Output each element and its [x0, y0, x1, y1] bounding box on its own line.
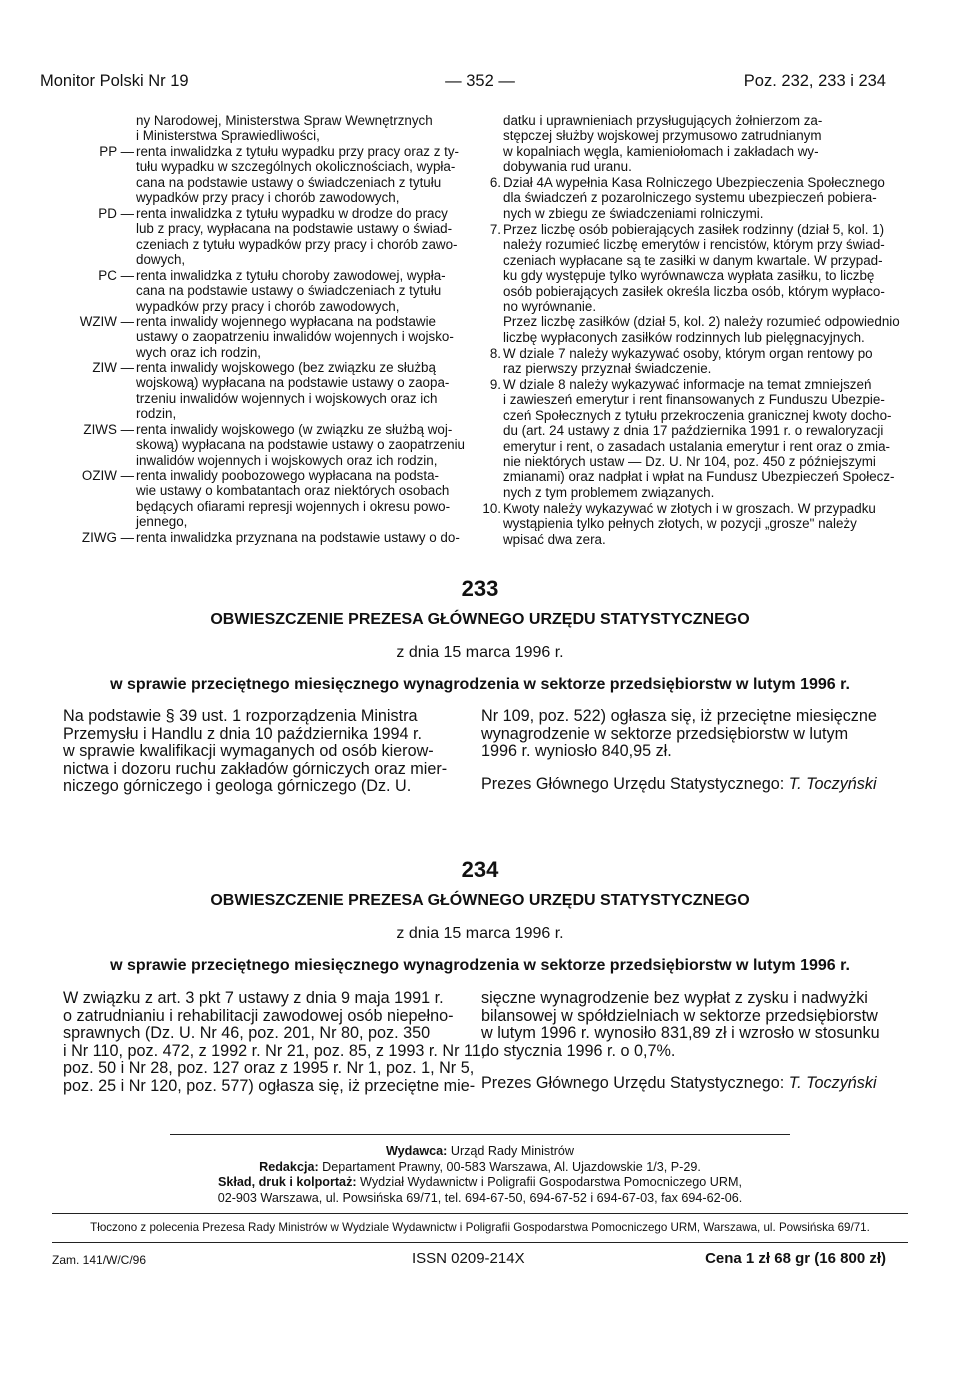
instruction-item: [481, 501, 913, 548]
item-line: osób pobierających zasiłek określa liczba osób, którym wypłaco-: [503, 283, 885, 299]
item-line: nych w zbiegu ze świadczeniami rolniczymi.: [503, 205, 764, 221]
signature-prefix: Prezes Głównego Urzędu Statystycznego:: [481, 1074, 789, 1092]
text-line: nictwa i dozoru ruchu zakładów górniczych oraz mier-: [63, 759, 448, 778]
order-number: Zam. 141/W/C/96: [52, 1253, 147, 1267]
section-title-234: OBWIESZCZENIE PREZESA GŁÓWNEGO URZĘDU STATYSTYCZNEGO: [210, 892, 750, 909]
item-line: liczbę wypłaconych zasiłków rodzinnych lub pielęgnacyjnych.: [503, 329, 865, 345]
definition-code: ZIWS —: [83, 422, 134, 437]
item-line: nych z tym problemem związanych.: [503, 484, 715, 500]
definition-line: dowych,: [136, 252, 186, 268]
instruction-item: [481, 346, 913, 377]
definition-line: wypadków przy pracy i chorób zawodowych,: [136, 298, 400, 314]
definition-line: trzeniu inwalidów wojennych i wojskowych oraz ich: [136, 390, 438, 406]
text-line: sięczne wynagrodzenie bez wypłat z zysku i nadwyżki: [481, 989, 868, 1007]
text-line: o zatrudnianiu i rehabilitacji zawodowej osób niepełno-: [63, 1006, 454, 1025]
definition-line: renta inwalidzka przyznana na podstawie ustawy o do-: [136, 530, 460, 545]
definition-line: wypadków przy pracy i chorób zawodowych,: [136, 190, 400, 206]
instructions-list: [481, 175, 913, 548]
definition-line: cana na podstawie ustawy o świadczeniach z tytułu: [136, 283, 442, 299]
instruction-item: [481, 222, 913, 346]
print-label: Skład, druk i kolportaż:: [218, 1175, 357, 1190]
text-line: do stycznia 1996 r. o 0,7%.: [481, 1041, 676, 1060]
instruction-item: [481, 377, 913, 501]
definition-line: rodzin,: [136, 406, 177, 422]
item-line: W dziale 7 należy wykazywać osoby, którym organ rentowy po: [503, 346, 873, 361]
price: Cena 1 zł 68 gr (16 800 zł): [705, 1250, 886, 1267]
item-number: 7.: [489, 222, 501, 237]
item-line: Kwoty należy wykazywać w złotych i w groszach. W przypadku: [503, 501, 876, 516]
item-line: wystąpienia tylko pełnych złotych, w pozycji „grosze" należy: [503, 516, 857, 532]
item-line: i zawieszeń emerytur i rent finansowanych z Funduszu Ubezpie-: [503, 392, 885, 408]
item-line: raz pierwszy przyznał świadczenie.: [503, 361, 712, 377]
footer-divider: [170, 1134, 790, 1135]
signature-name: T. Toczyński: [788, 1074, 877, 1092]
item-line: czeń Społecznych z tytułu przekroczenia granicznej kwoty docho-: [503, 407, 892, 423]
text-line: bilansowej w spółdzielniach w sektorze przedsiębiorstw: [481, 1006, 878, 1025]
definition-code: PD —: [98, 206, 134, 221]
text-line: Nr 109, poz. 522) ogłasza się, iż przeciętne miesięczne: [481, 707, 877, 725]
definition-item: [52, 268, 464, 314]
lead-line: stępczej służby wojskowej przymusowo zatrudnianym: [503, 128, 822, 144]
editorial-value: Departament Prawny, 00-583 Warszawa, Al. Ujazdowskie 1/3, P-29.: [318, 1159, 701, 1174]
item-line: wpisać dwa zera.: [503, 531, 606, 547]
definition-item: [52, 206, 464, 268]
page-number: — 352 —: [445, 72, 515, 90]
item-number: 8.: [489, 346, 501, 361]
section-date-234: z dnia 15 marca 1996 r.: [396, 925, 564, 942]
section-number-233: 233: [461, 576, 499, 601]
item-line: zmianami) oraz nadpłat i wpłat na Fundusz Ubezpieczeń Społecz-: [503, 469, 895, 485]
definition-line: renta inwalidzka z tytułu wypadku przy pracy oraz z ty-: [136, 144, 459, 159]
instruction-item: [481, 175, 913, 222]
definition-line: będących ofiarami represji wojennych i okresu powo-: [136, 498, 451, 514]
signature-234: [481, 1075, 877, 1093]
signature-prefix: Prezes Głównego Urzędu Statystycznego:: [481, 775, 789, 793]
item-number: 6.: [489, 175, 501, 190]
section-subject-233: w sprawie przeciętnego miesięcznego wynagrodzenia w sektorze przedsiębiorstw w lutym 1996 r.: [110, 676, 850, 693]
footer-divider: [52, 1213, 908, 1214]
issn: ISSN 0209-214X: [412, 1250, 525, 1267]
section-233-right-text: [481, 708, 901, 761]
item-line: Przez liczbę osób pobierających zasiłek rodzinny (dział 5, kol. 1): [503, 222, 885, 237]
text-line: i Nr 110, poz. 472, z 1992 r. Nr 21, poz. 85, z 1993 r. Nr 11,: [63, 1041, 486, 1060]
item-number: 9.: [489, 377, 501, 392]
text-line: niczego górniczego i geologa górniczego (Dz. U.: [63, 777, 412, 796]
text-line: poz. 25 i Nr 120, poz. 577) ogłasza się, iż przeciętne mie-: [63, 1076, 476, 1095]
print-value: Wydział Wydawnictw i Poligrafii Gospodarstwa Pomocniczego URM,: [356, 1175, 742, 1190]
definition-line: inwalidów wojennych i wojskowych oraz ich rodzin,: [136, 452, 438, 468]
text-line: sprawnych (Dz. U. Nr 46, poz. 201, Nr 80, poz. 350: [63, 1024, 431, 1043]
running-header-right: Poz. 232, 233 i 234: [743, 72, 886, 90]
definition-line: jennego,: [136, 514, 188, 530]
definition-line: lub z pracy, wypłacana na podstawie ustawy o świad-: [136, 221, 453, 237]
item-line: czeniach wypłacane są te zasiłki w danym kwartale. W przypad-: [503, 252, 883, 268]
item-number: 10.: [482, 501, 501, 516]
footer-divider: [52, 1242, 908, 1243]
definition-line: wojskową) wypłacana na podstawie ustawy o zaopa-: [136, 375, 450, 391]
intro-text: [136, 113, 462, 144]
item-line: Dział 4A wypełnia Kasa Rolniczego Ubezpieczenia Społecznego: [503, 175, 885, 190]
item-line: emerytur i rent, o zasadach ustalania emerytur i rent oraz o zmia-: [503, 438, 891, 454]
printed-note: Tłoczono z polecenia Prezesa Rady Ministrów w Wydziale Wydawnictw i Poligrafii Gospodarstwa Pomocniczego URM, Warszawa, ul. Powsińska 69/71.: [90, 1221, 870, 1234]
definition-line: renta inwalidzka z tytułu choroby zawodowej, wypła-: [136, 268, 446, 283]
definition-line: renta inwalidy wojskowego (w związku ze służbą woj-: [136, 422, 453, 437]
definition-line: renta inwalidy wojennego wypłacana na podstawie: [136, 314, 436, 329]
definition-line: tułu wypadku w szczególnych okolicznościach, wypła-: [136, 159, 456, 175]
text-line: W związku z art. 3 pkt 7 ustawy z dnia 9 maja 1991 r.: [63, 989, 444, 1007]
definition-line: wie ustawy o kombatantach oraz niektórych osobach: [136, 483, 450, 499]
definition-item: [52, 360, 464, 422]
definitions-list: [52, 144, 464, 546]
signature-name: T. Toczyński: [788, 775, 877, 793]
editorial-label: Redakcja:: [259, 1159, 319, 1174]
text-line: wynagrodzenie w sektorze przedsiębiorstw w lutym: [481, 724, 849, 743]
item-line: dla świadczeń z pozarolniczego systemu ubezpieczeń pobiera-: [503, 190, 877, 206]
item-line: należy rozumieć liczbę emerytów i rencistów, którym przy świad-: [503, 237, 885, 253]
lead-line: datku i uprawnieniach przysługujących żołnierzom za-: [503, 113, 823, 128]
footer-imprint: [0, 1144, 960, 1206]
signature-233: [481, 776, 877, 794]
definition-item: [52, 314, 464, 360]
item-line: no wyrównanie.: [503, 299, 597, 315]
definition-line: renta inwalidy poobozowego wypłacana na podsta-: [136, 468, 439, 483]
definition-code: ZIW —: [92, 360, 134, 375]
item-line: ku gdy występuje tylko wyrównawcza wypłata zasiłku, to liczbę: [503, 268, 875, 284]
item-line: Przez liczbę zasiłków (dział 5, kol. 2) należy rozumieć odpowiednio: [503, 314, 900, 330]
intro-line: ny Narodowej, Ministerstwa Spraw Wewnętrznych: [136, 113, 433, 128]
text-line: Na podstawie § 39 ust. 1 rozporządzenia Ministra: [63, 707, 418, 725]
definition-line: ustawy o zaopatrzeniu inwalidów wojennych i wojsko-: [136, 329, 454, 345]
definition-line: wych oraz ich rodzin,: [136, 344, 262, 360]
definition-line: renta inwalidy wojskowego (bez związku ze służbą: [136, 360, 436, 375]
text-line: w lutym 1996 r. wynosiło 831,89 zł i wzrosło w stosunku: [481, 1024, 880, 1043]
section-number-234: 234: [461, 857, 499, 882]
definition-line: czeniach z tytułu wypadków przy pracy i chorób zawo-: [136, 236, 458, 252]
definition-code: WZIW —: [79, 314, 134, 329]
publisher-address: 02-903 Warszawa, ul. Powsińska 69/71, tel. 694-67-50, 694-67-52 i 694-67-03, fax 694-62-06.: [217, 1190, 743, 1205]
definition-code: PP —: [99, 144, 134, 159]
text-line: poz. 50 i Nr 28, poz. 127 oraz z 1995 r. Nr 1, poz. 1, Nr 5,: [63, 1059, 475, 1078]
lead-line: w kopalniach węgla, kamieniołomach i zakładach wy-: [503, 143, 819, 159]
section-234-right-text: [481, 990, 901, 1060]
text-line: w sprawie kwalifikacji wymaganych od osób kierow-: [63, 742, 434, 761]
section-title-233: OBWIESZCZENIE PREZESA GŁÓWNEGO URZĘDU STATYSTYCZNEGO: [210, 611, 750, 628]
definition-item: [52, 144, 464, 206]
definition-item: [52, 530, 464, 546]
text-line: 1996 r. wyniosło 840,95 zł.: [481, 742, 672, 761]
section-233-left-text: [63, 708, 463, 796]
section-date-233: z dnia 15 marca 1996 r.: [396, 644, 564, 661]
section-subject-234: w sprawie przeciętnego miesięcznego wynagrodzenia w sektorze przedsiębiorstw w lutym 1996 r.: [110, 957, 850, 974]
publisher-value: Urząd Rady Ministrów: [447, 1144, 575, 1158]
item-line: nie niektórych ustaw — Dz. U. Nr 104, poz. 450 z późniejszymi: [503, 454, 876, 470]
publisher-label: Wydawca:: [385, 1144, 448, 1158]
definition-line: renta inwalidzka z tytułu wypadku w drodze do pracy: [136, 206, 448, 221]
right-lead-text: [503, 113, 913, 175]
definition-item: [52, 422, 464, 468]
running-header-left: Monitor Polski Nr 19: [40, 72, 189, 90]
definition-code: ZIWG —: [81, 530, 134, 545]
definition-code: OZIW —: [81, 468, 134, 483]
definition-item: [52, 468, 464, 530]
lead-line: dobywania rud uranu.: [503, 159, 632, 175]
section-234-left-text: [63, 989, 486, 1096]
definition-code: PC —: [98, 268, 134, 283]
intro-line: i Ministerstwa Sprawiedliwości,: [136, 128, 320, 144]
definition-line: cana na podstawie ustawy o świadczeniach z tytułu: [136, 174, 442, 190]
item-line: du (art. 24 ustawy z dnia 17 października 1991 r. o rewaloryzacji: [503, 423, 884, 439]
text-line: Przemysłu i Handlu z dnia 10 października 1994 r.: [63, 724, 423, 743]
definition-line: skową) wypłacana na podstawie ustawy o zaopatrzeniu: [136, 437, 465, 453]
item-line: W dziale 8 należy wykazywać informacje na temat zmniejszeń: [503, 377, 872, 392]
